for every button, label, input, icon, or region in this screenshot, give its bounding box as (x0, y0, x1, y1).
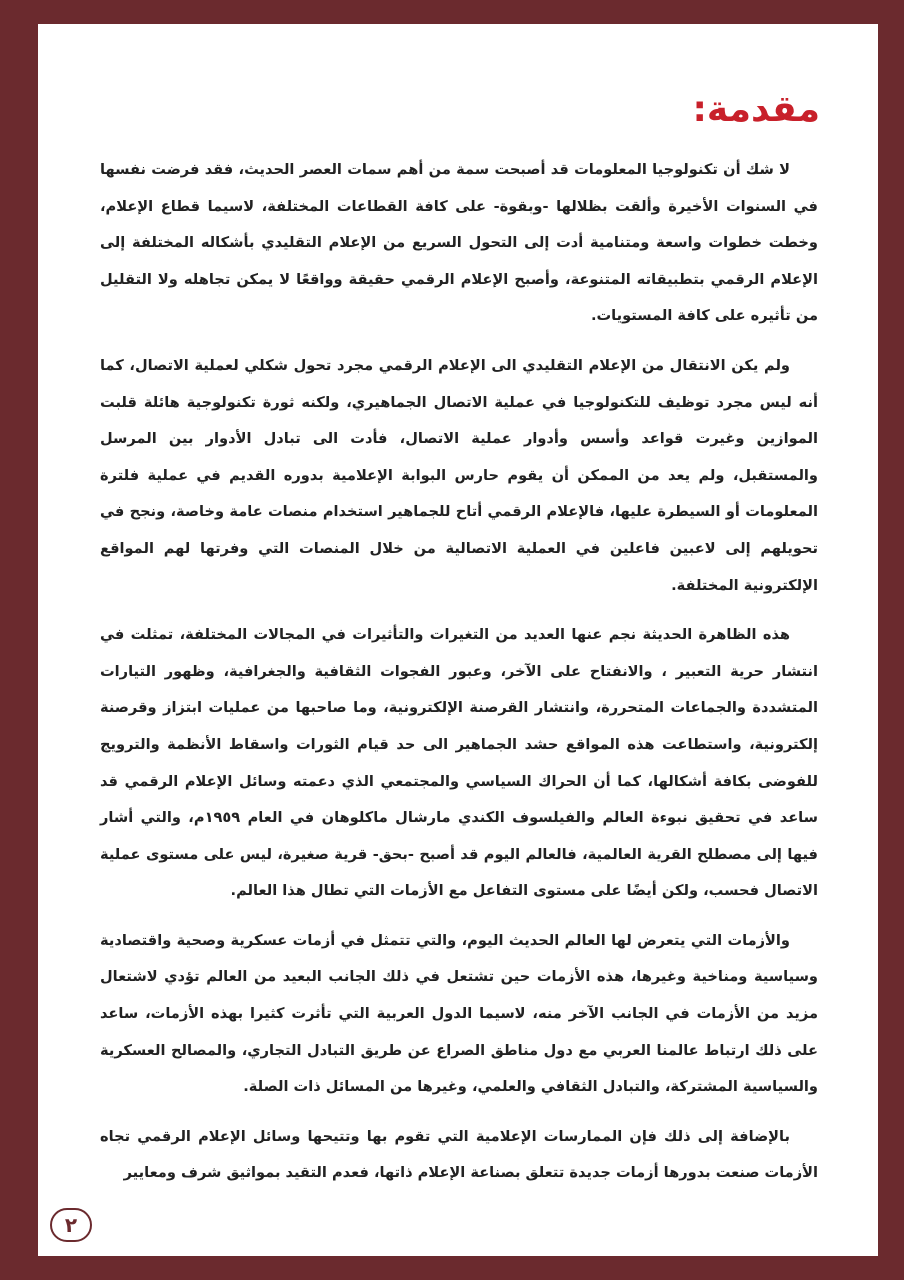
body-text (100, 152, 818, 1205)
section-heading: مقدمة: (692, 89, 820, 130)
paragraph-4: والأزمات التي يتعرض لها العالم الحديث اليوم، والتي تتمثل في أزمات عسكرية وصحية واقتصادية وسياسية ومناخية وغيرها، هذه الأزمات حين تشتعل في ذلك الجانب البعيد من العالم تؤدي لاشتعال مزيد من الأزمات في الجانب الآخر منه، لاسيما الدول العربية التي تأثرت كثيرا بهذه الأزمات، ساعد على ذلك ارتباط عالمنا العربي مع دول مناطق الصراع عن طريق التبادل التجاري، والمصالح العسكرية والسياسية المشتركة، والتبادل الثقافي والعلمي، وغيرها من المسائل ذات الصلة. (100, 931, 818, 1096)
document-page (38, 24, 878, 1256)
paragraph-3: هذه الظاهرة الحديثة نجم عنها العديد من التغيرات والتأثيرات في المجالات المختلفة، تمثلت في انتشار حرية التعبير ، والانفتاح على الآخر، وعبور الفجوات الثقافية والجغرافية، وظهور التيارات المتشددة والجماعات المتحررة، وانتشار القرصنة الإلكترونية، وما صاحبها من عمليات ابتزاز وقرصنة إلكترونية، واستطاعت هذه المواقع حشد الجماهير الى حد قيام الثورات واسقاط الأنظمة والترويج للفوضى بكافة أشكالها، كما أن الحراك السياسي والمجتمعي الذي دعمته وسائل الإعلام الرقمي قد ساعد في تحقيق نبوءة العالم والفيلسوف الكندي مارشال ماكلوهان في العام ١٩٥٩م، والتي أشار فيها إلى مصطلح القرية العالمية، فالعالم اليوم قد أصبح -بحق- قرية صغيرة، ليس على مستوى عملية الاتصال فحسب، ولكن أيضًا على مستوى التفاعل مع الأزمات التي تطال هذا العالم. (100, 626, 818, 900)
paragraph-2: ولم يكن الانتقال من الإعلام التقليدي الى الإعلام الرقمي مجرد تحول شكلي لعملية الاتصال، كما أنه ليس مجرد توظيف للتكنولوجيا في عملية الاتصال الجماهيري، ولكنه ثورة تكنولوجية هائلة قلبت الموازين وغيرت قواعد وأسس وأدوار عملية الاتصال، فأدت الى تبادل الأدوار بين المرسل والمستقبل، ولم يعد من الممكن أن يقوم حارس البوابة الإعلامية بدوره القديم في عملية فلترة المعلومات أو السيطرة عليها، فالإعلام الرقمي أتاح للجماهير استخدام منصات عامة وخاصة، ونجح في تحويلهم إلى لاعبين فاعلين في العملية الاتصالية من خلال المنصات التي وفرتها لهم المواقع الإلكترونية المختلفة. (100, 356, 818, 594)
paragraph-5: بالإضافة إلى ذلك فإن الممارسات الإعلامية التي تقوم بها وتتيحها وسائل الإعلام الرقمي تجاه الأزمات صنعت بدورها أزمات جديدة تتعلق بصناعة الإعلام ذاتها، فعدم التقيد بمواثيق شرف ومعايير (100, 1127, 818, 1182)
paragraph-1: لا شك أن تكنولوجيا المعلومات قد أصبحت سمة من أهم سمات العصر الحديث، فقد فرضت نفسها في السنوات الأخيرة وألقت بظلالها -وبقوة- على كافة القطاعات المختلفة، لاسيما قطاع الإعلام، وخطت خطوات واسعة ومتنامية أدت إلى التحول السريع من الإعلام التقليدي بأشكاله المختلفة إلى الإعلام الرقمي بتطبيقاته المتنوعة، وأصبح الإعلام الرقمي حقيقة وواقعًا لا يمكن تجاهله ولا التقليل من تأثيره على كافة المستويات. (100, 161, 818, 325)
page-number: ٢ (50, 1208, 92, 1242)
